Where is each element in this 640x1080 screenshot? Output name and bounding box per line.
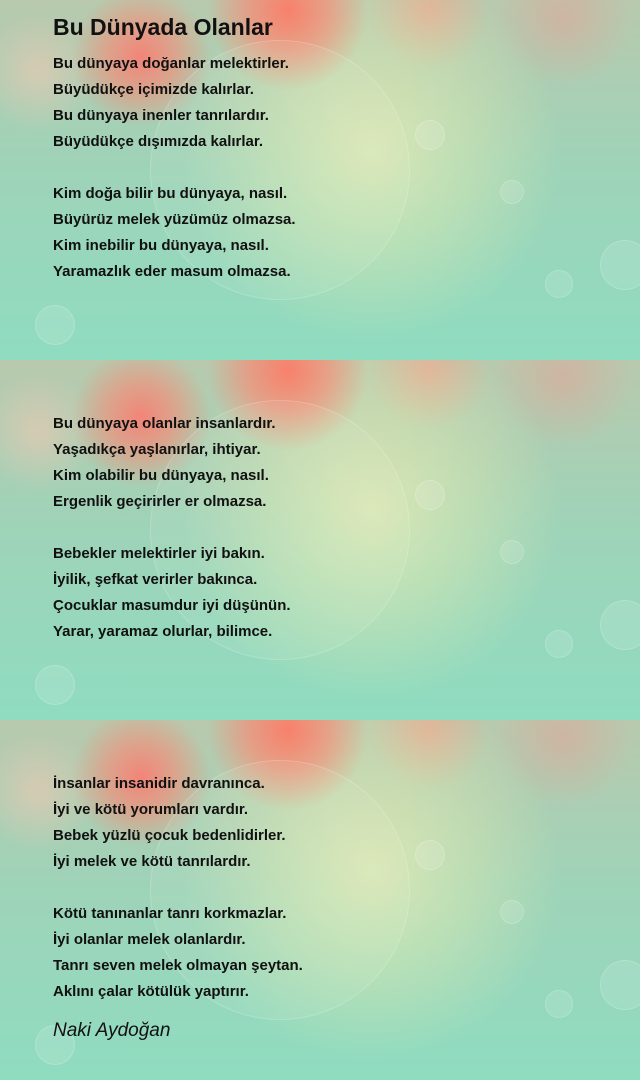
poem-line: Kim inebilir bu dünyaya, nasıl. xyxy=(53,237,269,254)
poem-title: Bu Dünyada Olanlar xyxy=(53,14,273,40)
stanza-6 xyxy=(53,901,303,1005)
poem-line: Büyüdükçe dışımızda kalırlar. xyxy=(53,133,264,150)
poem-line: İyi olanlar melek olanlardır. xyxy=(53,931,246,948)
poem-line: Bu dünyaya olanlar insanlardır. xyxy=(53,415,276,432)
poem-line: Büyüdükçe içimizde kalırlar. xyxy=(53,81,254,98)
poem-line: İyi melek ve kötü tanrılardır. xyxy=(53,853,251,870)
poem-line: Yaşadıkça yaşlanırlar, ihtiyar. xyxy=(53,441,261,458)
poem-line: Kim olabilir bu dünyaya, nasıl. xyxy=(53,467,269,484)
poem-line: Bebek yüzlü çocuk bedenlidirler. xyxy=(53,827,286,844)
poem-line: İnsanlar insanidir davranınca. xyxy=(53,775,265,792)
stanza-2 xyxy=(53,181,296,285)
poem-line: İyi ve kötü yorumları vardır. xyxy=(53,801,249,818)
poem-line: Tanrı seven melek olmayan şeytan. xyxy=(53,957,303,974)
poem-line: Çocuklar masumdur iyi düşünün. xyxy=(53,597,291,614)
poem-line: Bu dünyaya inenler tanrılardır. xyxy=(53,107,269,124)
stanza-5 xyxy=(53,771,286,875)
poem-line: Aklını çalar kötülük yaptırır. xyxy=(53,983,249,1000)
poem-line: Bebekler melektirler iyi bakın. xyxy=(53,545,265,562)
stanza-1 xyxy=(53,51,289,155)
poem-line: Ergenlik geçirirler er olmazsa. xyxy=(53,493,267,510)
poem-line: Bu dünyaya doğanlar melektirler. xyxy=(53,55,289,72)
poem-line: Kim doğa bilir bu dünyaya, nasıl. xyxy=(53,185,288,202)
poem-panel-2 xyxy=(0,360,640,720)
poem-author: Naki Aydoğan xyxy=(53,1020,171,1041)
poem-line: İyilik, şefkat verirler bakınca. xyxy=(53,571,258,588)
poem-line: Yaramazlık eder masum olmazsa. xyxy=(53,263,291,280)
stanza-3 xyxy=(53,411,276,515)
poem-panel-1 xyxy=(0,0,640,360)
stanza-4 xyxy=(53,541,291,645)
poem-line: Büyürüz melek yüzümüz olmazsa. xyxy=(53,211,296,228)
poem-line: Kötü tanınanlar tanrı korkmazlar. xyxy=(53,905,287,922)
poem-line: Yarar, yaramaz olurlar, bilimce. xyxy=(53,623,273,640)
poem-panel-3 xyxy=(0,720,640,1080)
